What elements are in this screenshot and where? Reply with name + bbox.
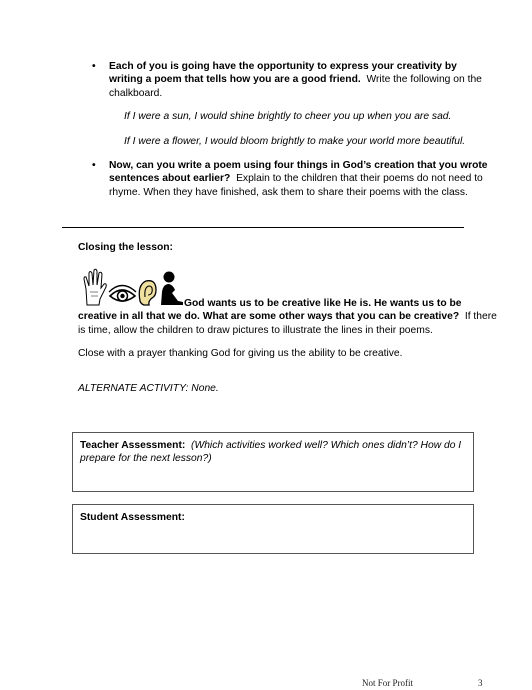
instruction-text: Explain to the children that their poems do not need to rhyme. When they have finished, ask them to share their poems with the class. [109,173,483,198]
student-assessment-label: Student Assessment: [80,512,185,523]
teacher-assessment-label: Teacher Assessment: [80,440,186,451]
student-assessment-box[interactable] [72,504,474,554]
instruction-bold: Each of you is going have the opportunity to express your creativity by writing a poem that tells how you are a good friend. [109,61,457,86]
instruction-list [92,60,492,199]
closing-text: If there is time, allow the children to draw pictures to illustrate the lines in their poems. [78,311,497,336]
closing-prayer: Close with a prayer thanking God for giving us the ability to be creative. [78,348,403,359]
closing-heading: Closing the lesson: [78,242,173,253]
teacher-assessment-prompt: (Which activities worked well? Which ones didn’t? How do I prepare for the next lesson?) [80,440,462,465]
instruction-bold: Now, can you write a poem using four things in God’s creation that you wrote sentences about earlier? [109,160,488,185]
closing-bold: God wants us to be creative like He is. He wants us to be creative in all that we do. What are some other ways that you can be creative? [78,298,462,323]
example-lines [124,110,492,148]
footer-text: Not For Profit [362,678,414,688]
instruction-text: Write the following on the chalkboard. [109,74,482,99]
teacher-assessment-box[interactable] [72,432,474,492]
example-line: If I were a sun, I would shine brightly to cheer you up when you are sad. [124,111,452,123]
list-item [92,159,492,199]
bullet-icon: • [92,160,96,172]
closing-paragraph [78,297,498,337]
bullet-icon: • [92,61,96,72]
alternate-activity: ALTERNATE ACTIVITY: None. [78,383,219,394]
page-number: 3 [478,678,483,688]
list-item [92,60,492,100]
section-divider [62,227,464,228]
example-line: If I were a flower, I would bloom brightly to make your world more beautiful. [124,135,466,147]
